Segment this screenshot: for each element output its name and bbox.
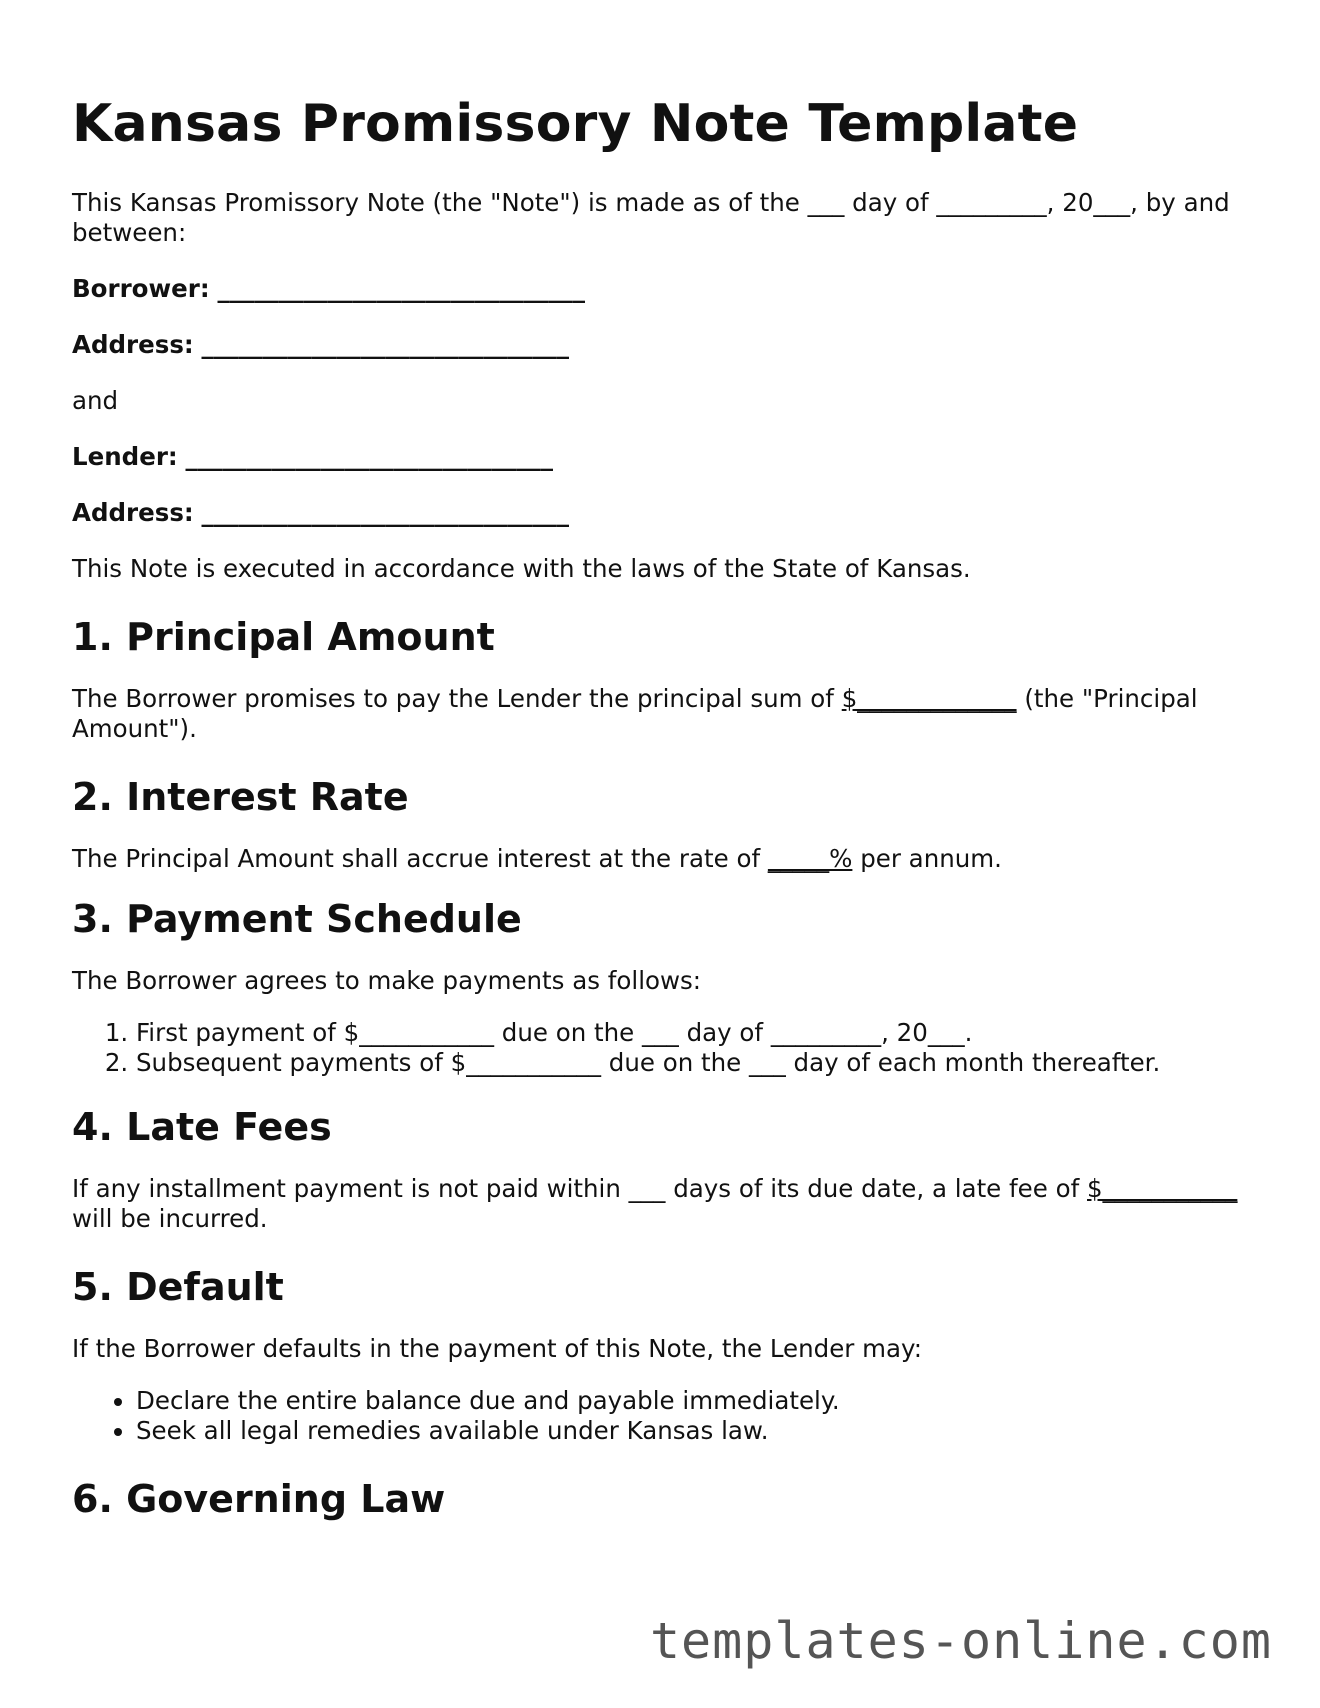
borrower-address-blank: ______________________________ [201, 330, 569, 359]
principal-text-after: (the "Principal Amount"). [72, 684, 1198, 743]
late-text-before: If any installment payment is not paid within ___ days of its due date, a late fee of [72, 1174, 1088, 1203]
payment-paragraph: The Borrower agrees to make payments as follows: [72, 966, 702, 995]
section-heading-interest: 2. Interest Rate [72, 775, 409, 819]
lender-address-blank: ______________________________ [201, 498, 569, 527]
section-heading-governing-law: 6. Governing Law [72, 1477, 446, 1521]
principal-blank: $_____________ [841, 684, 1017, 713]
section-heading-payment: 3. Payment Schedule [72, 897, 522, 941]
late-text-after: will be incurred. [72, 1204, 268, 1233]
payment-list [72, 1018, 1262, 1078]
principal-text-before: The Borrower promises to pay the Lender the principal sum of [72, 684, 842, 713]
borrower-line [72, 274, 1262, 304]
section-heading-principal: 1. Principal Amount [72, 615, 495, 659]
section-heading-default: 5. Default [72, 1265, 284, 1309]
watermark-text: templates-online.com [649, 1612, 1272, 1670]
list-item: 2. Subsequent payments of $___________ due on the ___ day of each month thereafter. [136, 1048, 1262, 1078]
borrower-blank: ______________________________ [217, 274, 585, 303]
document-title: Kansas Promissory Note Template [72, 94, 1079, 154]
laws-paragraph: This Note is executed in accordance with the laws of the State of Kansas. [72, 554, 971, 583]
default-list [72, 1386, 1262, 1446]
intro-paragraph: This Kansas Promissory Note (the "Note") is made as of the ___ day of _________, 20___, by and between: [72, 188, 1230, 247]
document-page [72, 0, 1262, 1522]
lender-label: Lender: [72, 442, 178, 471]
interest-paragraph [72, 844, 1262, 874]
list-item: • Seek all legal remedies available under Kansas law. [136, 1416, 1262, 1446]
lender-address-label: Address: [72, 498, 194, 527]
list-item: • Declare the entire balance due and payable immediately. [136, 1386, 1262, 1416]
lender-address-line [72, 498, 1262, 528]
interest-text-after: per annum. [852, 844, 1002, 873]
borrower-label: Borrower: [72, 274, 210, 303]
interest-text-before: The Principal Amount shall accrue interest at the rate of [72, 844, 768, 873]
late-fee-blank: $___________ [1087, 1174, 1238, 1203]
list-item: 1. First payment of $___________ due on the ___ day of _________, 20___. [136, 1018, 1262, 1048]
late-fees-paragraph [72, 1174, 1262, 1234]
and-text: and [72, 386, 119, 415]
lender-blank: ______________________________ [185, 442, 554, 471]
borrower-address-line [72, 330, 1262, 360]
interest-blank: _____% [767, 844, 853, 873]
lender-line [72, 442, 1262, 472]
section-heading-late-fees: 4. Late Fees [72, 1105, 332, 1149]
default-paragraph: If the Borrower defaults in the payment of this Note, the Lender may: [72, 1334, 922, 1363]
principal-paragraph [72, 684, 1262, 744]
borrower-address-label: Address: [72, 330, 194, 359]
